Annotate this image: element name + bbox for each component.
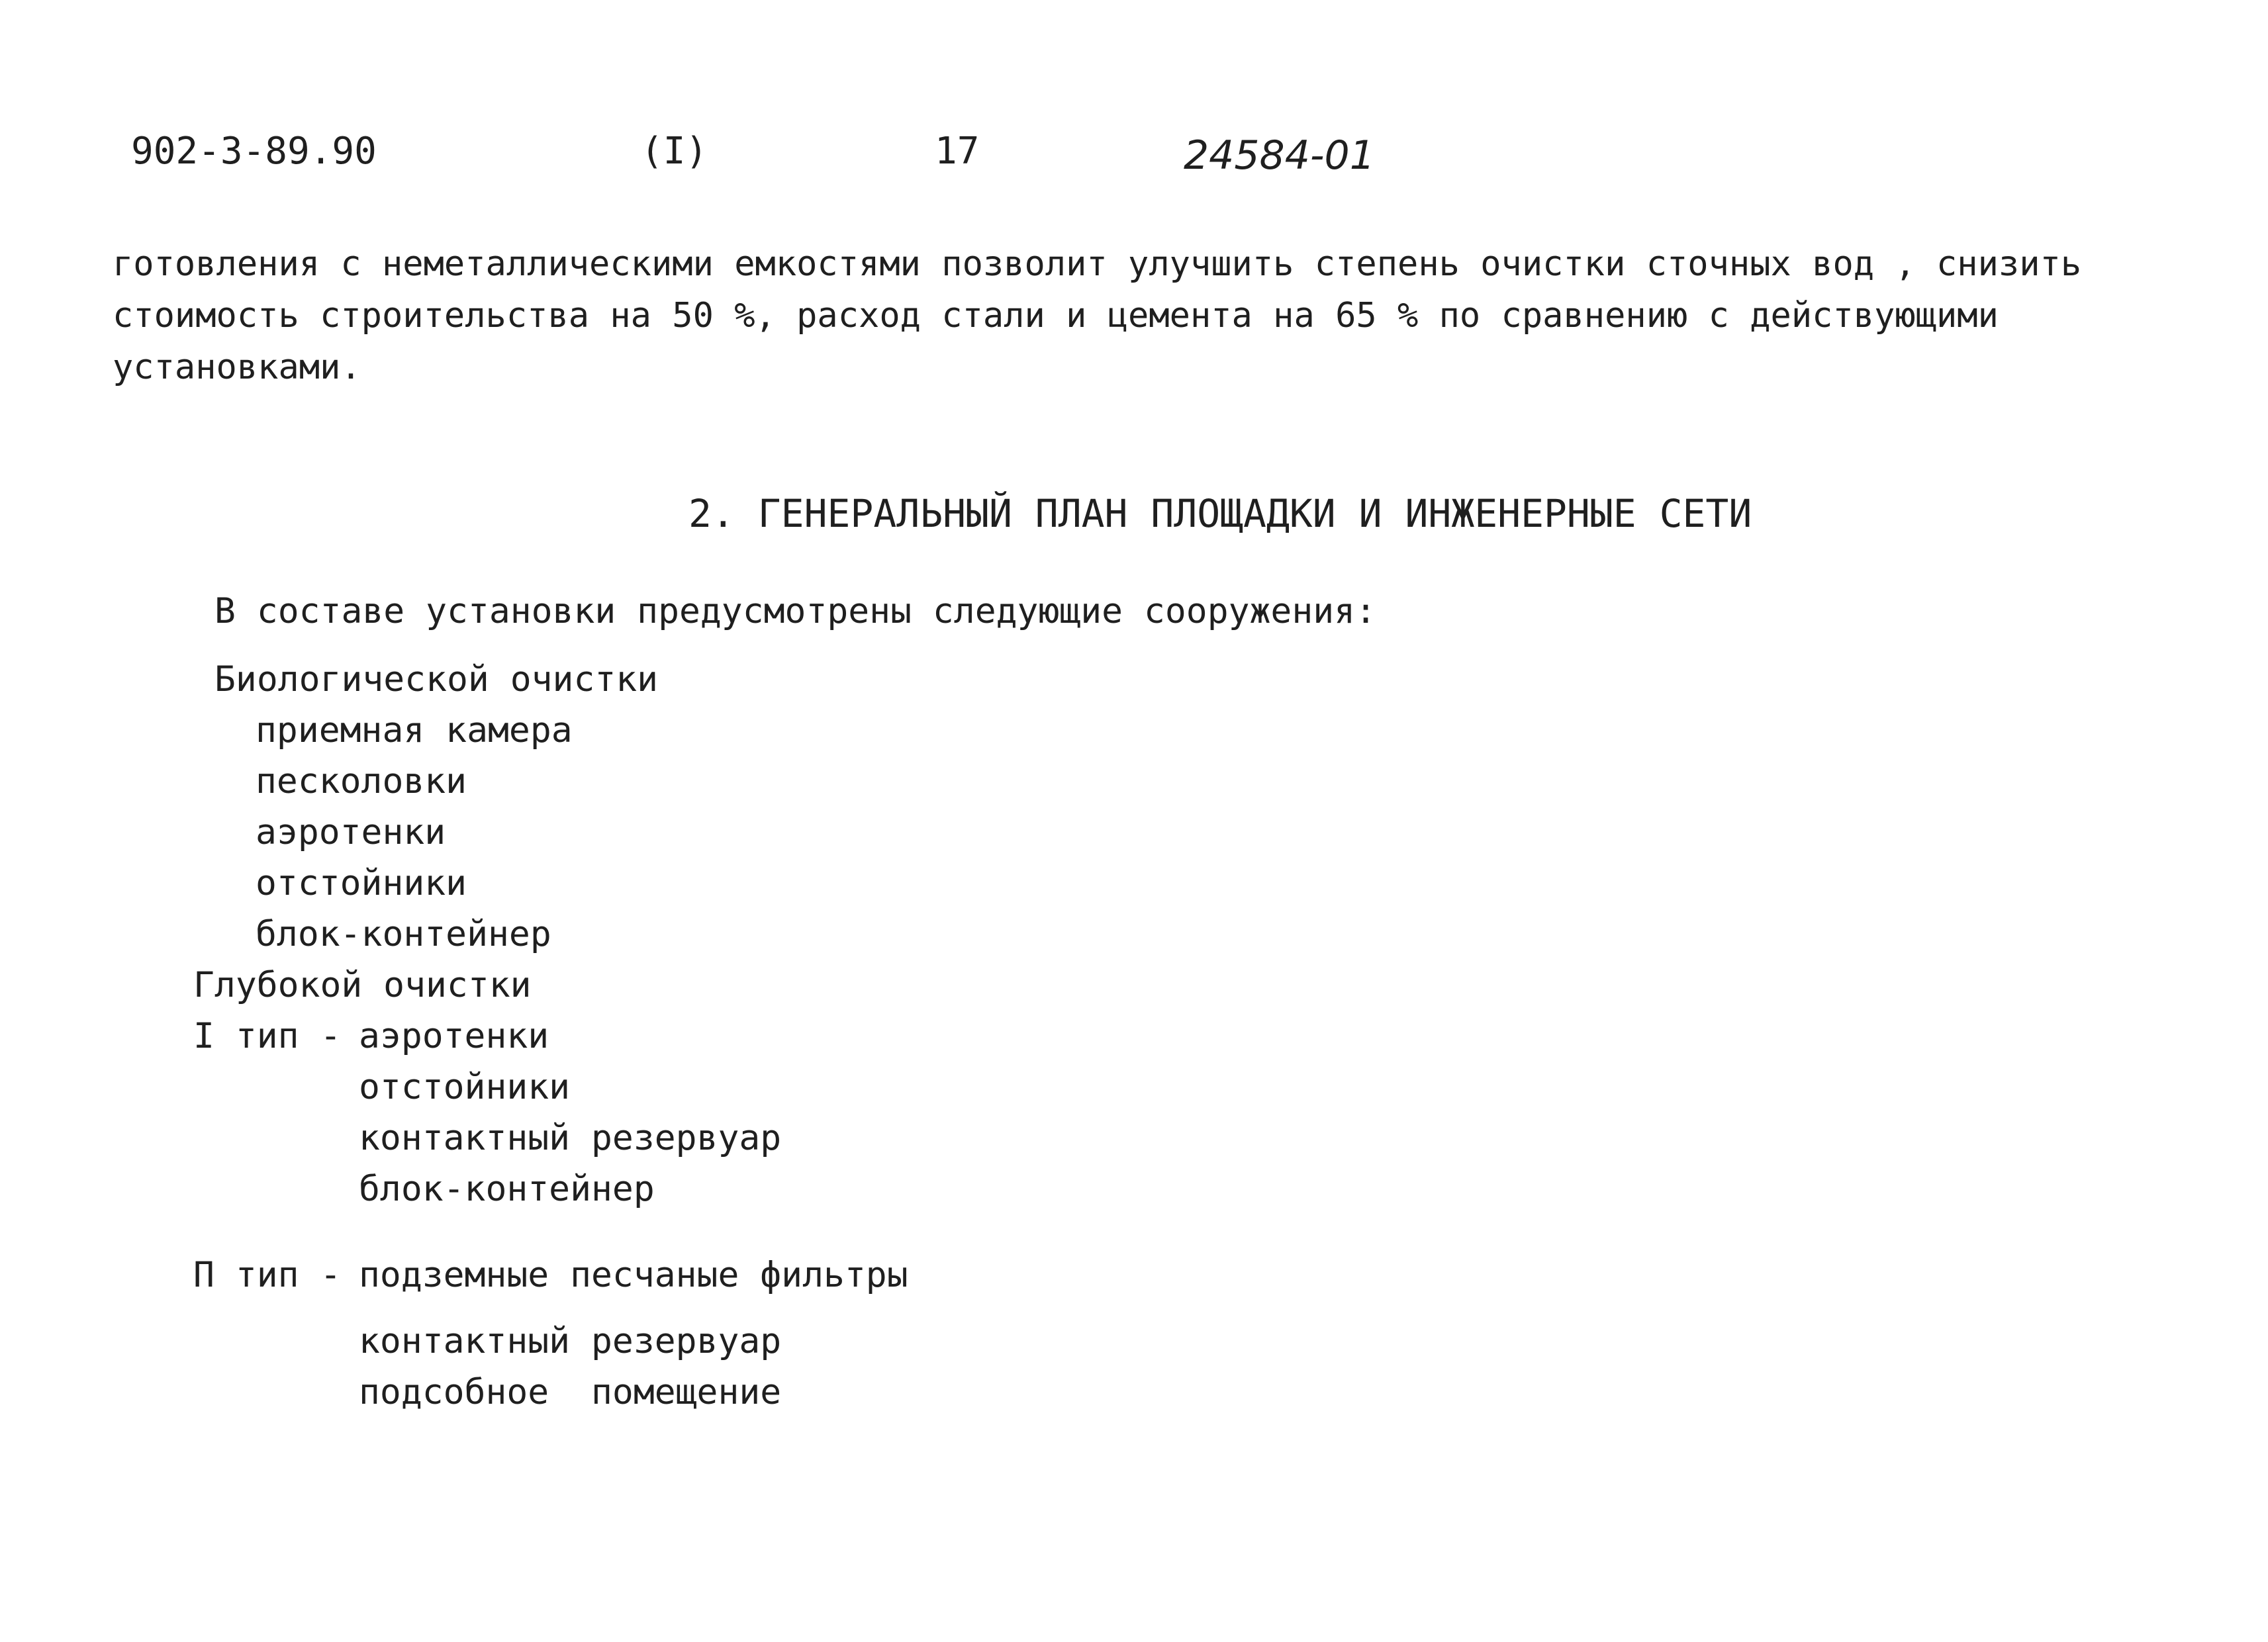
list-item: подземные песчаные фильтры [359,1255,908,1295]
part-number: (I) [641,130,708,173]
list-item: контактный резервуар [359,1321,782,1361]
handwritten-number: 24584-01 [1184,132,1375,179]
section-heading: 2. ГЕНЕРАЛЬНЫЙ ПЛАН ПЛОЩАДКИ И ИНЖЕНЕРНЫЕ СЕТИ [688,491,1752,536]
type2-label: П тип - [193,1255,342,1295]
paragraph-line: стоимость строительства на 50 %, расход стали и цемента на 65 % по сравнению с действующими [113,296,1999,336]
page-number: 17 [935,130,980,173]
list-item: подсобное помещение [359,1372,782,1412]
list-item: блок-контейнер [359,1169,655,1209]
body-paragraph [113,238,2081,393]
list-item: аэротенки [359,1016,549,1056]
type1-label: I тип - [193,1016,342,1056]
list-item: аэротенки [256,812,446,852]
list-item: приемная камера [256,710,573,751]
list-item: песколовки [256,761,467,801]
list-item: отстойники [359,1067,571,1107]
section-intro: В составе установки предусмотрены следующие сооружения: [214,591,1376,631]
list-heading-bio: Биологической очистки [214,659,659,700]
list-item: контактный резервуар [359,1118,782,1158]
document-code: 902-3-89.90 [131,130,377,173]
paragraph-line: готовления с неметаллическими емкостями позволит улучшить степень очистки сточных вод , снизить [113,244,2082,284]
paragraph-line: установками. [113,347,361,387]
list-heading-deep: Глубокой очистки [193,965,532,1005]
list-item: отстойники [256,863,467,903]
list-item: блок-контейнер [256,914,551,954]
